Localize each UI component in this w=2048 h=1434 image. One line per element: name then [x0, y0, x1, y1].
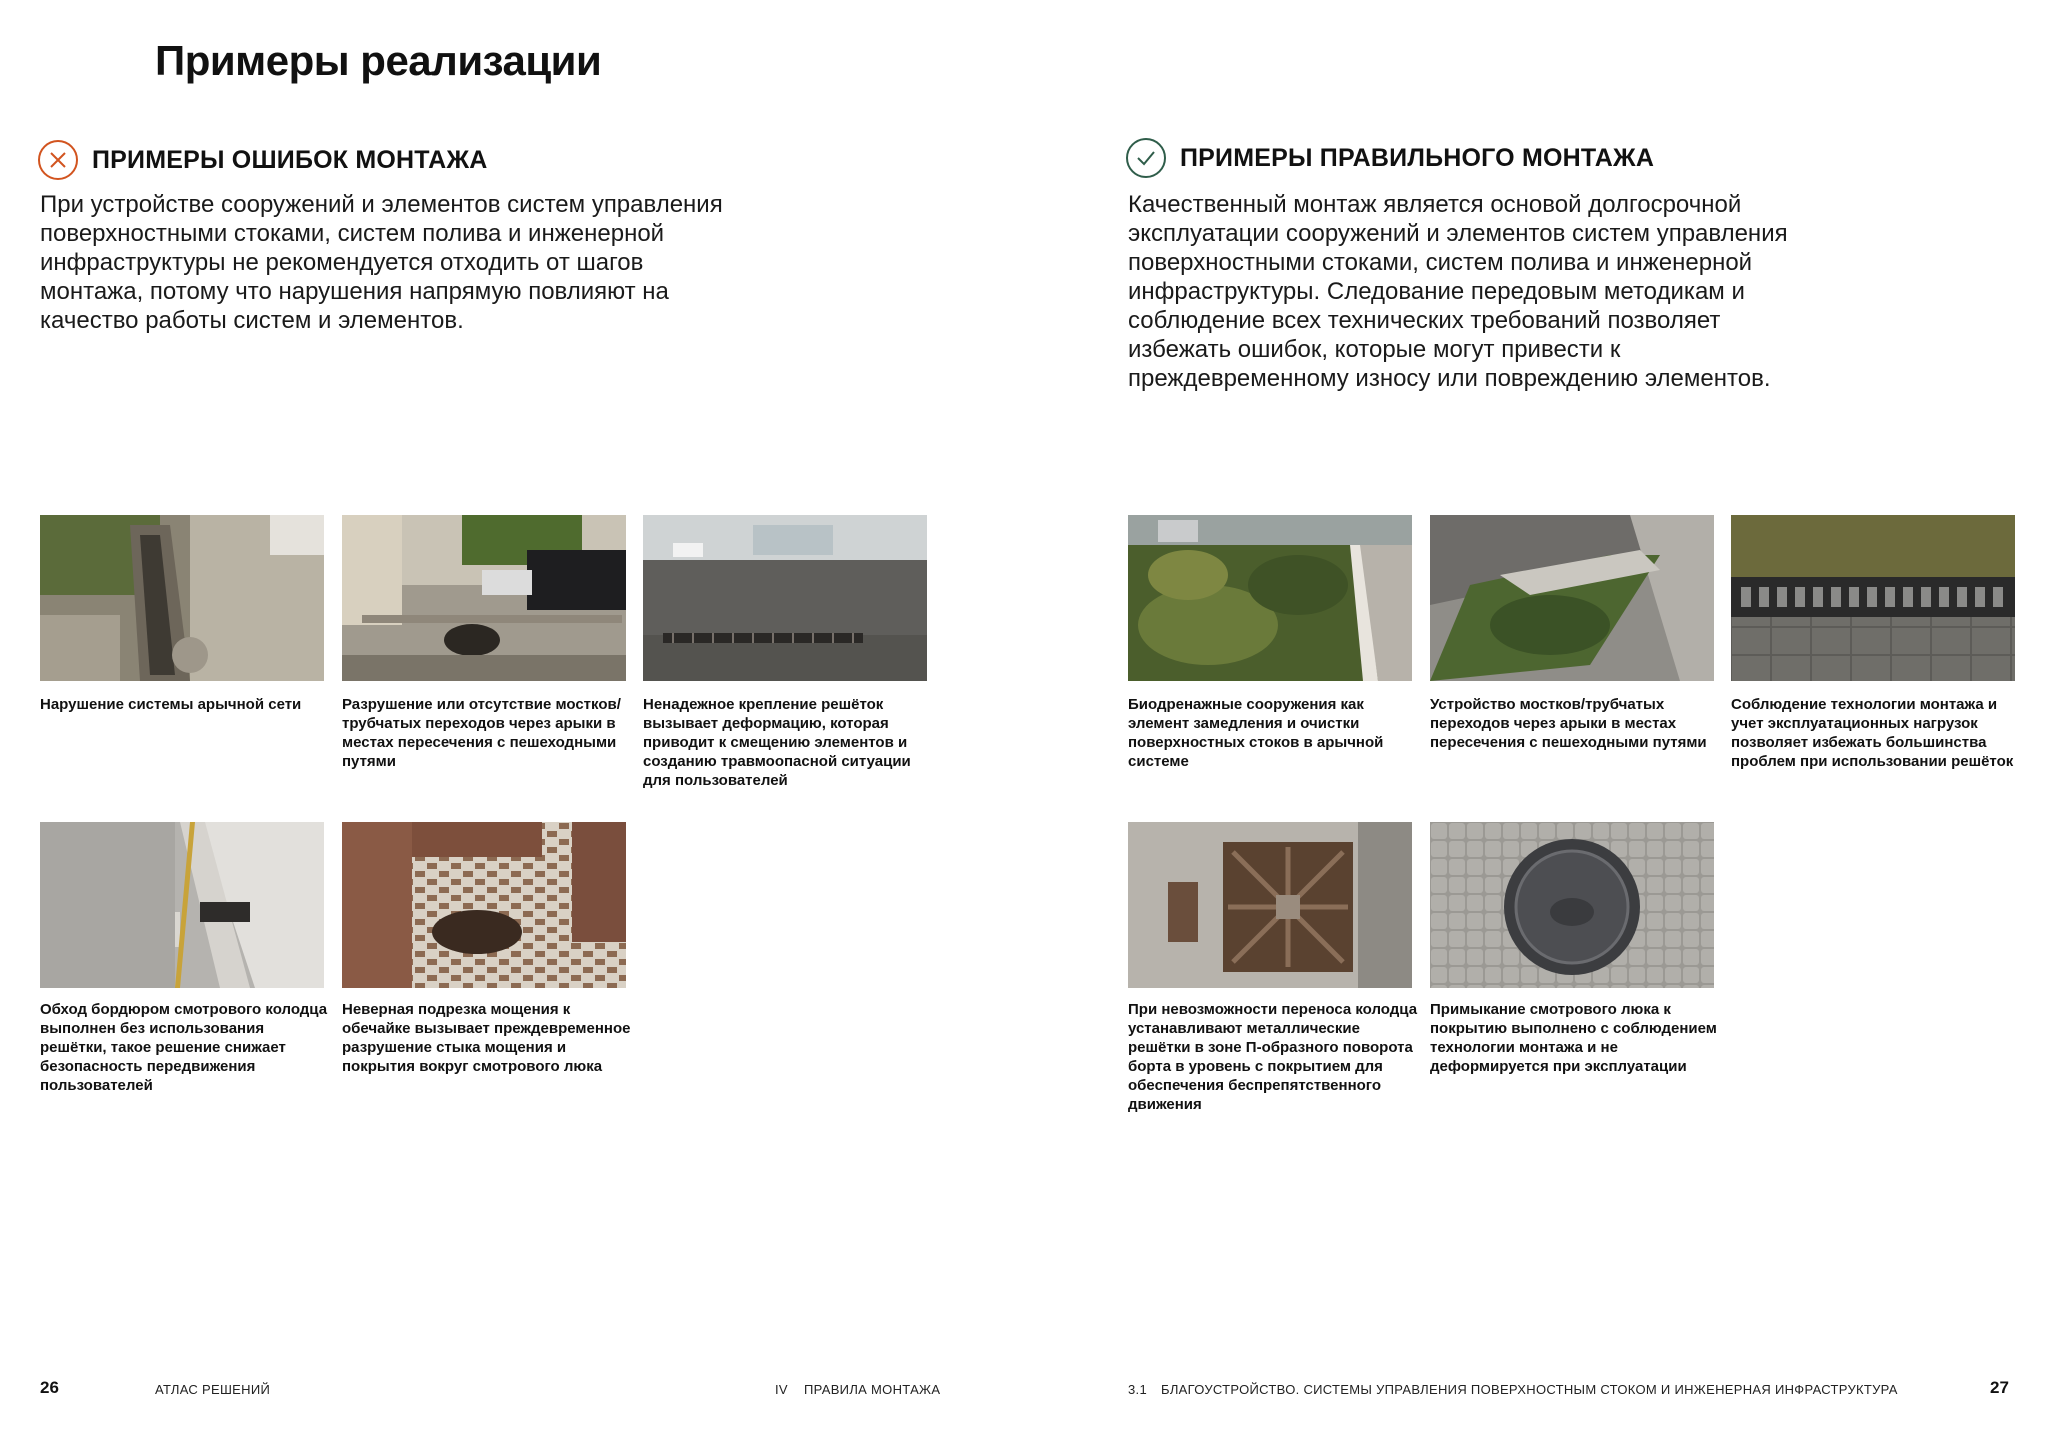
- caption-error-1: Нарушение системы арычной сети: [40, 696, 302, 713]
- caption-correct-4: При невозможности переноса колодца устанавливают металлические решётки в зоне П-образного поворота борта в уровень с покрытием для обеспечения беспрепятственного движения: [1128, 1001, 1418, 1113]
- caption-error-2: Разрушение или отсутствие мостков/трубчатых переходов через арыки в местах пересечения с пешеходными путями: [342, 696, 621, 770]
- photo-paving-cut: [342, 822, 626, 988]
- footer-section-number: 3.1: [1128, 1382, 1147, 1397]
- photo-broken-aryk: [40, 515, 324, 681]
- caption-correct-3: Соблюдение технологии монтажа и учет эксплуатационных нагрузок позволяет избежать большинства проблем при использовании решёток: [1731, 696, 2014, 770]
- photo-grate-installed: [1731, 515, 2015, 681]
- caption-error-3: Ненадежное крепление решёток вызывает деформацию, которая приводит к смещению элементов и созданию травмоопасной ситуации для пользователей: [643, 696, 911, 789]
- photo-biodrainage: [1128, 515, 1412, 681]
- errors-intro: При устройстве сооружений и элементов систем управления поверхностными стоками, систем полива и инженерной инфраструктуры не рекомендуется отходить от шагов монтажа, потому что нарушения напрямую повлияют на качество работы систем и элементов.: [40, 191, 723, 334]
- caption-correct-5: Примыкание смотрового люка к покрытию выполнено с соблюдением технологии монтажа и не деформируется при эксплуатации: [1430, 1001, 1717, 1075]
- check-circle-icon: [1126, 138, 1166, 178]
- errors-section-header: [38, 140, 488, 180]
- caption-correct-1: Биодренажные сооружения как элемент замедления и очистки поверхностных стоков в арычной системе: [1128, 696, 1384, 770]
- left-page-number: 26: [40, 1378, 59, 1397]
- photo-metal-grate: [1128, 822, 1412, 988]
- footer-chapter-title: ПРАВИЛА МОНТАЖА: [804, 1382, 941, 1397]
- footer-section-title: БЛАГОУСТРОЙСТВО. СИСТЕМЫ УПРАВЛЕНИЯ ПОВЕРХНОСТНЫМ СТОКОМ И ИНЖЕНЕРНАЯ ИНФРАСТРУКТУРА: [1161, 1382, 1898, 1397]
- caption-error-4: Обход бордюром смотрового колодца выполнен без использования решётки, такое решение снижает безопасность передвижения пользователей: [40, 1001, 328, 1094]
- errors-section-title: ПРИМЕРЫ ОШИБОК МОНТАЖА: [92, 145, 488, 174]
- cross-circle-icon: [38, 140, 78, 180]
- photo-manhole-cover: [1430, 822, 1714, 988]
- right-page-number: 27: [1990, 1378, 2009, 1397]
- caption-error-5: Неверная подрезка мощения к обечайке вызывает преждевременное разрушение стыка мощения и покрытия вокруг смотрового люка: [342, 1001, 631, 1075]
- correct-section-header: [1126, 138, 1654, 178]
- photo-loose-grate: [643, 515, 927, 681]
- footer-publication: АТЛАС РЕШЕНИЙ: [155, 1382, 271, 1397]
- footer-chapter-number: IV: [775, 1382, 788, 1397]
- photo-bridge-crossing: [1430, 515, 1714, 681]
- photo-curb-bypass: [40, 822, 324, 988]
- photo-missing-bridge: [342, 515, 626, 681]
- caption-correct-2: Устройство мостков/трубчатых переходов через арыки в местах пересечения с пешеходными путями: [1430, 696, 1707, 751]
- correct-section-title: ПРИМЕРЫ ПРАВИЛЬНОГО МОНТАЖА: [1180, 143, 1655, 172]
- page-title: Примеры реализации: [155, 37, 602, 84]
- correct-intro: Качественный монтаж является основой долгосрочной эксплуатации сооружений и элементов систем управления поверхностными стоками, систем полива и инженерной инфраструктуры. Следование передовым методикам и соблюдение всех технических требований позволяет избежать ошибок, которые могут привести к преждевременному износу или повреждению элементов.: [1128, 191, 1788, 392]
